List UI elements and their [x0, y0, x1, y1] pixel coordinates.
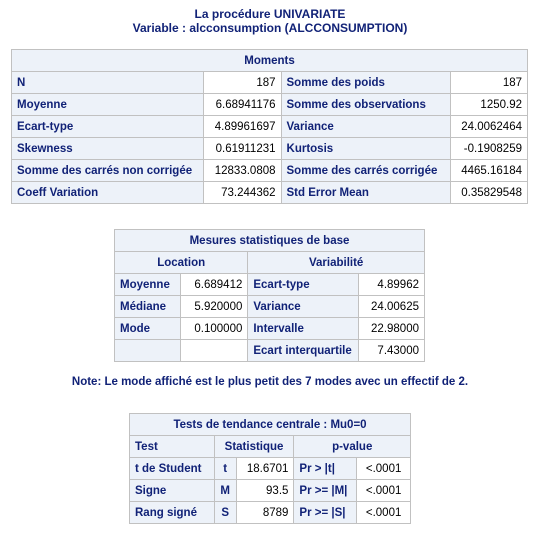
stat-symbol: M	[214, 480, 236, 502]
row-value: 73.244362	[203, 182, 281, 204]
stat-symbol: t	[214, 458, 236, 480]
row-value: 24.00625	[359, 296, 425, 318]
row-label: Médiane	[115, 296, 181, 318]
p-label: Pr >= |S|	[294, 502, 357, 524]
table-row	[115, 340, 425, 362]
row-label: Std Error Mean	[281, 182, 451, 204]
row-label: Somme des observations	[281, 94, 451, 116]
table-row	[115, 318, 425, 340]
row-value: 187	[451, 72, 528, 94]
p-label: Pr >= |M|	[294, 480, 357, 502]
statistic-header: Statistique	[214, 436, 294, 458]
p-value: <.0001	[357, 480, 411, 502]
table-row	[12, 160, 528, 182]
procedure-title: La procédure UNIVARIATE	[194, 7, 346, 21]
stat-value: 18.6701	[236, 458, 294, 480]
table-row	[12, 138, 528, 160]
row-value	[180, 340, 248, 362]
table-row	[12, 94, 528, 116]
row-value: 4.89961697	[203, 116, 281, 138]
row-value: 187	[203, 72, 281, 94]
basic-stats-caption: Mesures statistiques de base	[115, 230, 425, 252]
p-value-header: p-value	[294, 436, 411, 458]
row-value: 4465.16184	[451, 160, 528, 182]
test-name: Signe	[130, 480, 215, 502]
row-value: 4.89962	[359, 274, 425, 296]
row-label: Kurtosis	[281, 138, 451, 160]
central-tendency-tests-table	[129, 413, 411, 524]
row-label: Variance	[281, 116, 451, 138]
tests-caption: Tests de tendance centrale : Mu0=0	[130, 414, 411, 436]
row-value: 0.61911231	[203, 138, 281, 160]
moments-caption: Moments	[12, 50, 528, 72]
row-value: 6.689412	[180, 274, 248, 296]
row-label: Moyenne	[12, 94, 204, 116]
test-header: Test	[130, 436, 215, 458]
stat-value: 93.5	[236, 480, 294, 502]
table-row	[130, 502, 411, 524]
variable-title: Variable : alcconsumption (ALCCONSUMPTION)	[132, 21, 408, 35]
table-row	[115, 296, 425, 318]
row-value: 6.68941176	[203, 94, 281, 116]
row-label: Skewness	[12, 138, 204, 160]
basic-stats-table	[114, 229, 425, 362]
row-label: Ecart-type	[12, 116, 204, 138]
row-label: Coeff Variation	[12, 182, 204, 204]
p-value: <.0001	[357, 502, 411, 524]
row-value: 7.43000	[359, 340, 425, 362]
mode-note: Note: Le mode affiché est le plus petit des 7 modes avec un effectif de 2.	[71, 376, 469, 388]
row-label: Somme des carrés non corrigée	[12, 160, 204, 182]
table-row	[12, 116, 528, 138]
row-label: Intervalle	[248, 318, 359, 340]
row-label: Moyenne	[115, 274, 181, 296]
row-value: 22.98000	[359, 318, 425, 340]
row-label: N	[12, 72, 204, 94]
row-label: Ecart-type	[248, 274, 359, 296]
table-row	[12, 72, 528, 94]
table-row	[12, 182, 528, 204]
variability-header: Variabilité	[248, 252, 425, 274]
p-label: Pr > |t|	[294, 458, 357, 480]
stat-symbol: S	[214, 502, 236, 524]
row-label: Somme des carrés corrigée	[281, 160, 451, 182]
row-label	[115, 340, 181, 362]
moments-table	[11, 49, 528, 204]
test-name: t de Student	[130, 458, 215, 480]
row-label: Somme des poids	[281, 72, 451, 94]
row-value: 0.100000	[180, 318, 248, 340]
row-value: 12833.0808	[203, 160, 281, 182]
stat-value: 8789	[236, 502, 294, 524]
row-label: Variance	[248, 296, 359, 318]
row-value: 0.35829548	[451, 182, 528, 204]
row-value: -0.1908259	[451, 138, 528, 160]
location-header: Location	[115, 252, 248, 274]
row-value: 1250.92	[451, 94, 528, 116]
p-value: <.0001	[357, 458, 411, 480]
test-name: Rang signé	[130, 502, 215, 524]
row-label: Mode	[115, 318, 181, 340]
table-row	[130, 480, 411, 502]
table-row	[130, 458, 411, 480]
row-value: 24.0062464	[451, 116, 528, 138]
row-label: Ecart interquartile	[248, 340, 359, 362]
table-row	[115, 274, 425, 296]
row-value: 5.920000	[180, 296, 248, 318]
